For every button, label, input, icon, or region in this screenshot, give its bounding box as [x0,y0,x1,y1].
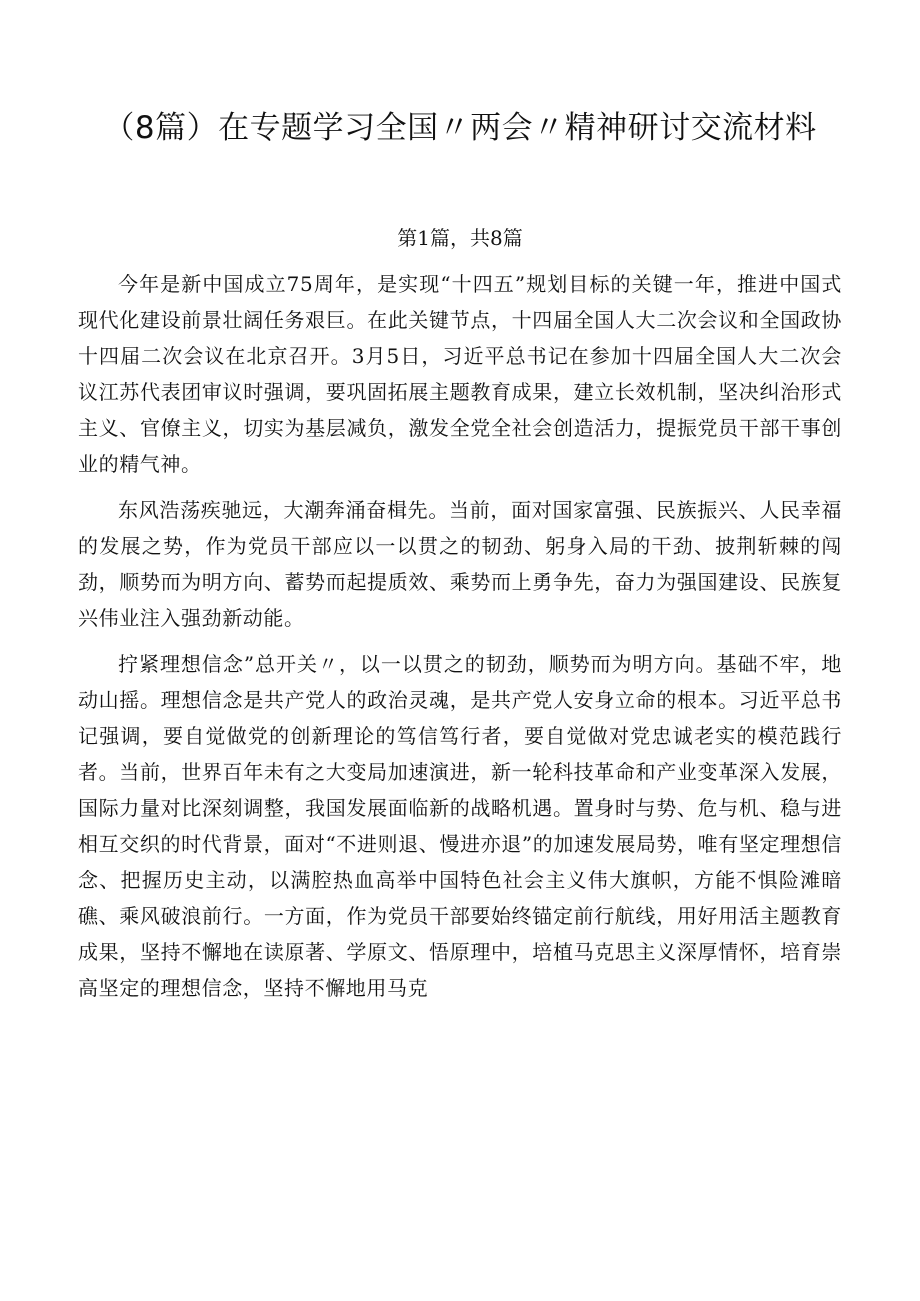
document-title: （8篇）在专题学习全国〃两会〃精神研讨交流材料 [103,110,817,146]
paragraph-1: 今年是新中国成立75周年，是实现“十四五”规划目标的关键一年，推进中国式现代化建设前景壮阔任务艰巨。在此关键节点，十四届全国人大二次会议和全国政协十四届二次会议在北京召开。3月5日，习近平总书记在参加十四届全国人大二次会议江苏代表团审议时强调，要巩固拓展主题教育成果，建立长效机制，坚决纠治形式主义、官僚主义，切实为基层减负，激发全党全社会创造活力，提振党员干部干事创业的精气神。 [78,272,842,476]
document-body [78,266,842,1016]
paragraph-3: 拧紧理想信念”总开关〃，以一以贯之的韧劲，顺势而为明方向。基础不牢，地动山摇。理想信念是共产党人的政治灵魂，是共产党人安身立命的根本。习近平总书记强调，要自觉做党的创新理论的笃信笃行者，要自觉做对党忠诚老实的模范践行者。当前，世界百年未有之大变局加速演进，新一轮科技革命和产业变革深入发展，国际力量对比深刻调整，我国发展面临新的战略机遇。置身时与势、危与机、稳与进相互交织的时代背景，面对“不进则退、慢进亦退”的加速发展局势，唯有坚定理想信念、把握历史主动，以满腔热血高举中国特色社会主义伟大旗帜，方能不惧险滩暗礁、乘风破浪前行。一方面，作为党员干部要始终锚定前行航线，用好用活主题教育成果，坚持不懈地在读原著、学原文、悟原理中，培植马克思主义深厚情怀，培育崇高坚定的理想信念，坚持不懈地用马克 [78,652,842,1000]
section-subtitle: 第1篇，共8篇 [397,226,523,250]
paragraph-2: 东风浩荡疾驰远，大潮奔涌奋楫先。当前，面对国家富强、民族振兴、人民幸福的发展之势，作为党员干部应以一以贯之的韧劲、躬身入局的干劲、披荆斩棘的闯劲，顺势而为明方向、蓄势而起提质效、乘势而上勇争先，奋力为强国建设、民族复兴伟业注入强劲新动能。 [78,498,842,630]
